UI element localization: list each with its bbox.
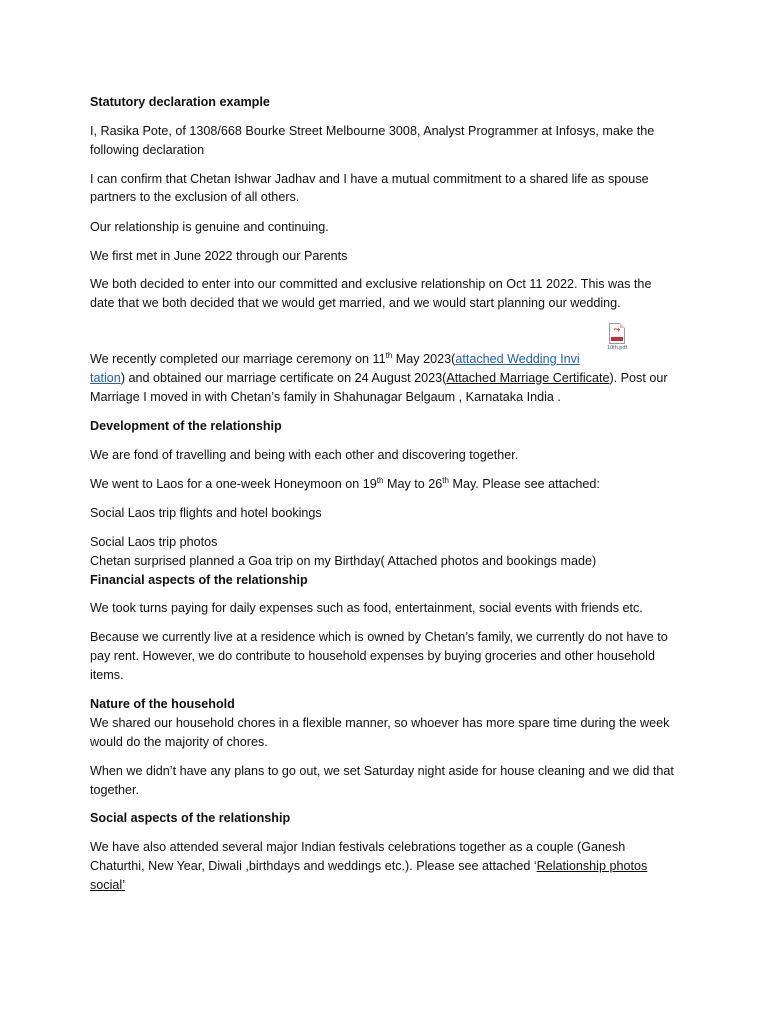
festivals-line-1: We have also attended several major Indian festivals celebrations together as a couple (Ganesh [90, 840, 626, 854]
expenses-paragraph: We took turns paying for daily expenses such as food, entertainment, social events with friends etc. [90, 601, 643, 615]
section-heading-social: Social aspects of the relationship [90, 811, 291, 825]
confirm-line-1: I can confirm that Chetan Ishwar Jadhav and I have a mutual commitment to a shared life as spouse [90, 172, 649, 186]
ceremony-line-2: tation) and obtained our marriage certificate on 24 August 2023(Attached Marriage Certificate). Post our [90, 371, 668, 385]
first-met-paragraph: We first met in June 2022 through our Parents [90, 249, 348, 263]
pdf-file-icon [609, 323, 625, 344]
document-title: Statutory declaration example [90, 95, 270, 109]
laos-honeymoon-paragraph: We went to Laos for a one-week Honeymoon on 19th May to 26th May. Please see attached: [90, 475, 600, 491]
laos-photos-item: Social Laos trip photos [90, 535, 218, 549]
wedding-invitation-link-cont[interactable]: tation [90, 371, 121, 385]
attachment-filename: 10th.pdf [607, 345, 627, 351]
section-heading-development: Development of the relationship [90, 419, 282, 433]
rent-line-2: pay rent. However, we do contribute to household expenses by buying groceries and other household [90, 649, 655, 663]
intro-line-1: I, Rasika Pote, of 1308/668 Bourke Street Melbourne 3008, Analyst Programmer at Infosys, make the [90, 124, 655, 138]
rent-line-1: Because we currently live at a residence which is owned by Chetan’s family, we currently do not have to [90, 630, 668, 644]
pdf-symbol: ⤳ [613, 325, 621, 334]
section-heading-household: Nature of the household [90, 697, 235, 711]
chores-line-1: We shared our household chores in a flexible manner, so whoever has more spare time during the week [90, 716, 670, 730]
festivals-line-2: Chaturthi, New Year, Diwali ,birthdays and weddings etc.). Please see attached ‘Relationship photos [90, 859, 648, 873]
saturday-line-2: together. [90, 783, 140, 797]
confirm-line-2: partners to the exclusion of all others. [90, 190, 300, 204]
genuine-paragraph: Our relationship is genuine and continuing. [90, 220, 329, 234]
committed-line-1: We both decided to enter into our committed and exclusive relationship on Oct 11 2022. This was the [90, 277, 652, 291]
intro-line-2: following declaration [90, 143, 205, 157]
ceremony-line-3: Marriage I moved in with Chetan’s family in Shahunagar Belgaum , Karnataka India . [90, 390, 561, 404]
committed-line-2: date that we both decided that we would get married, and we would start planning our wedding. [90, 296, 621, 310]
marriage-certificate-link[interactable]: Attached Marriage Certificate [446, 371, 610, 385]
wedding-invitation-link[interactable]: attached Wedding Invi [455, 352, 580, 366]
chores-line-2: would do the majority of chores. [90, 735, 268, 749]
rent-line-3: items. [90, 668, 124, 682]
goa-trip-item: Chetan surprised planned a Goa trip on my Birthday( Attached photos and bookings made) [90, 554, 597, 568]
laos-flights-item: Social Laos trip flights and hotel bookings [90, 506, 322, 520]
saturday-line-1: When we didn’t have any plans to go out, we set Saturday night aside for house cleaning and we did that [90, 764, 674, 778]
pdf-attachment[interactable] [605, 323, 629, 355]
festivals-line-3 [90, 877, 125, 893]
section-heading-financial: Financial aspects of the relationship [90, 573, 308, 587]
relationship-photos-link-cont[interactable]: social’ [90, 878, 125, 892]
relationship-photos-link[interactable]: Relationship photos [536, 859, 648, 873]
travel-paragraph: We are fond of travelling and being with each other and discovering together. [90, 448, 519, 462]
ceremony-line-1: We recently completed our marriage ceremony on 11th May 2023(attached Wedding Invi [90, 350, 580, 366]
